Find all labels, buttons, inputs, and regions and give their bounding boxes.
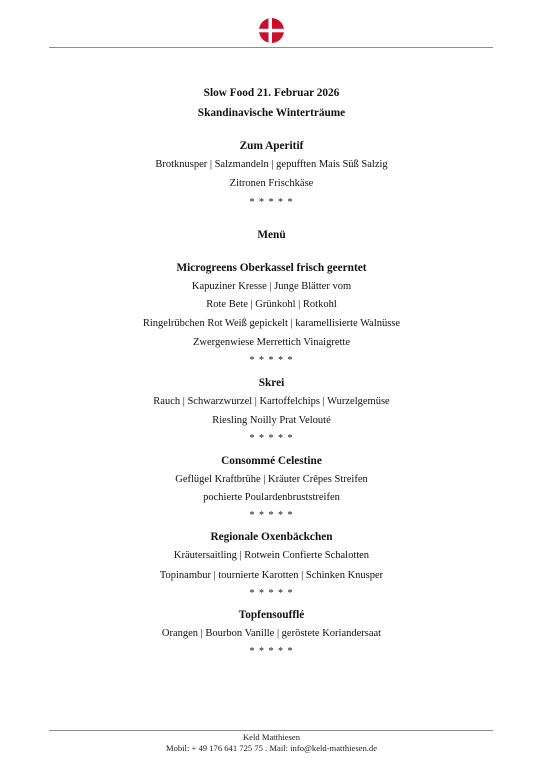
- page-title: Slow Food 21. Februar 2026: [203, 87, 340, 99]
- footer-contact: Mobil: + 49 176 641 725 75 . Mail: info@keld-matthiesen.de: [165, 743, 378, 753]
- course-line: Ringelrübchen Rot Weiß gepickelt | karamellisierte Walnüsse: [142, 318, 401, 329]
- course-line: Rote Bete | Grünkohl | Rotkohl: [206, 299, 337, 310]
- aperitif-heading: Zum Aperitif: [239, 140, 304, 152]
- course-line: Geflügel Kraftbrühe | Kräuter Crêpes Streifen: [175, 474, 368, 485]
- flag-cross-horizontal: [259, 29, 284, 33]
- course-line: pochierte Poulardenbruststreifen: [203, 492, 340, 503]
- course-heading: Consommé Celestine: [221, 455, 322, 467]
- separator-stars: * * * * *: [249, 510, 294, 521]
- aperitif-line: Brotknusper | Salzmandeln | gepufften Mais Süß Salzig: [155, 159, 388, 170]
- header-divider: [49, 47, 493, 48]
- separator-stars: * * * * *: [249, 433, 294, 444]
- page-subtitle: Skandinavische Winterträume: [197, 107, 346, 119]
- separator-stars: * * * * *: [249, 588, 294, 599]
- course-heading: Regionale Oxenbäckchen: [210, 531, 333, 543]
- course-line: Rauch | Schwarzwurzel | Kartoffelchips | Wurzelgemüse: [153, 396, 390, 407]
- course-heading: Skrei: [258, 377, 285, 389]
- course-line: Topinambur | tournierte Karotten | Schinken Knusper: [159, 570, 384, 581]
- course-line: Zwergenwiese Merrettich Vinaigrette: [192, 337, 350, 348]
- course-line: Kräutersaitling | Rotwein Confierte Schalotten: [173, 550, 370, 561]
- danish-flag-logo-icon: [259, 18, 284, 43]
- aperitif-line: Zitronen Frischkäse: [229, 178, 314, 189]
- course-line: Kapuziner Kresse | Junge Blätter vom: [191, 281, 352, 292]
- course-line: Orangen | Bourbon Vanille | geröstete Koriandersaat: [161, 628, 382, 639]
- footer-name: Keld Matthiesen: [242, 732, 301, 742]
- course-heading: Topfensoufflé: [238, 609, 305, 621]
- separator-stars: * * * * *: [249, 355, 294, 366]
- footer-divider: [49, 730, 493, 731]
- separator-stars: * * * * *: [249, 197, 294, 208]
- separator-stars: * * * * *: [249, 646, 294, 657]
- course-line: Riesling Noilly Prat Velouté: [212, 415, 331, 426]
- course-heading: Microgreens Oberkassel frisch geerntet: [176, 262, 367, 274]
- menu-heading: Menü: [257, 229, 286, 241]
